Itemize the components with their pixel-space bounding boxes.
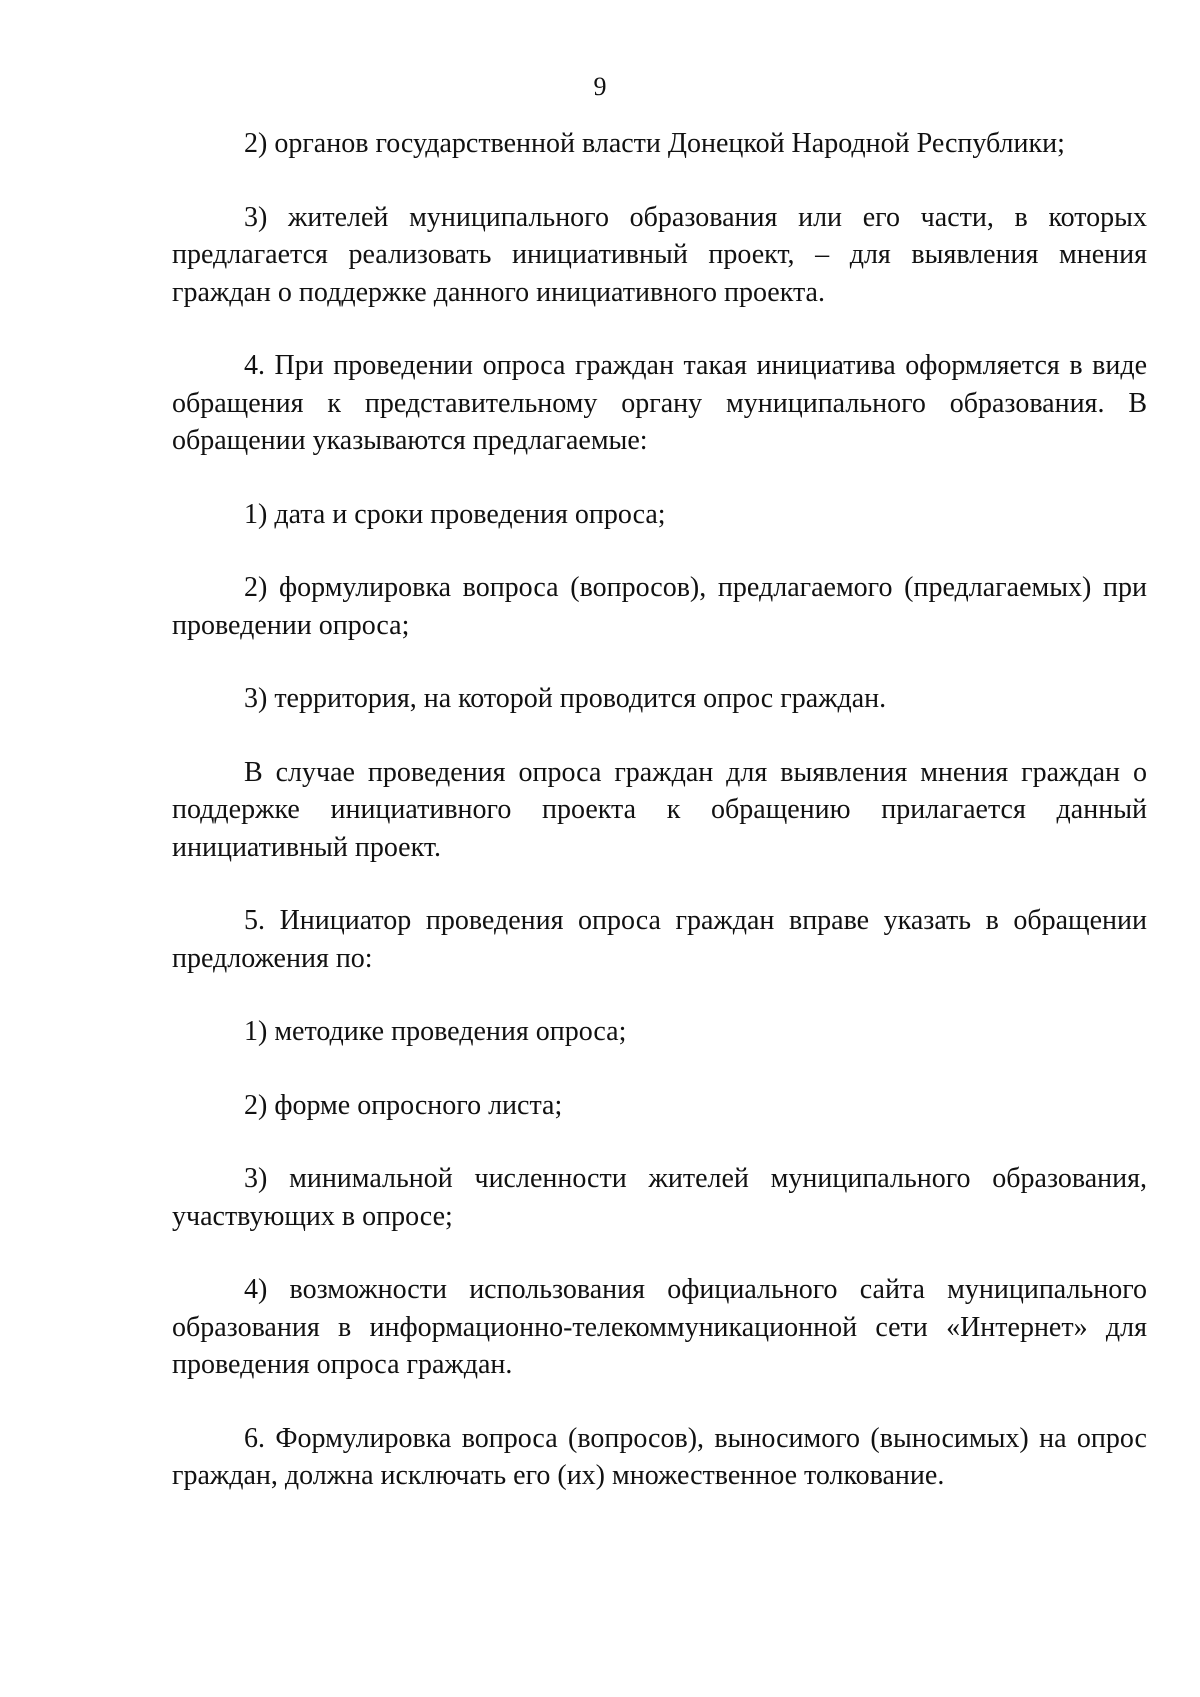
paragraph-initiative-project-attachment: В случае проведения опроса граждан для выявления мнения граждан о поддержке инициативного проекта к обращению прилагается данный инициативный проект. [172,756,1147,863]
paragraph-section-6: 6. Формулировка вопроса (вопросов), выносимого (выносимых) на опрос граждан, должна исключать его (их) множественное толкование. [172,1422,1147,1491]
page-number: 9 [593,72,607,101]
document-body [172,125,1147,1531]
paragraph-item-2-form: 2) форме опросного листа; [244,1089,563,1121]
paragraph-item-2-state-authorities: 2) органов государственной власти Донецкой Народной Республики; [244,128,1065,159]
paragraph-section-4: 4. При проведении опроса граждан такая инициатива оформляется в виде обращения к представительному органу муниципального образования. В обращении указываются предлагаемые: [172,350,1147,456]
paragraph-item-2-wording: 2) формулировка вопроса (вопросов), предлагаемого (предлагаемых) при проведении опроса; [172,572,1147,641]
paragraph-item-3-minimum-residents: 3) минимальной численности жителей муниципального образования, участвующих в опросе; [172,1163,1147,1232]
paragraph-item-4-website: 4) возможности использования официального сайта муниципального образования в информационно-телекоммуникационной сети «Интернет» для проведения опроса граждан. [172,1274,1147,1380]
paragraph-item-3-residents: 3) жителей муниципального образования или его части, в которых предлагается реализовать инициативный проект, – для выявления мнения граждан о поддержке данного инициативного проекта. [172,201,1147,308]
paragraph-item-3-territory: 3) территория, на которой проводится опрос граждан. [244,683,887,714]
paragraph-section-5: 5. Инициатор проведения опроса граждан вправе указать в обращении предложения по: [172,905,1147,974]
paragraph-item-1-dates: 1) дата и сроки проведения опроса; [244,498,666,530]
paragraph-item-1-methodology: 1) методике проведения опроса; [244,1016,627,1047]
